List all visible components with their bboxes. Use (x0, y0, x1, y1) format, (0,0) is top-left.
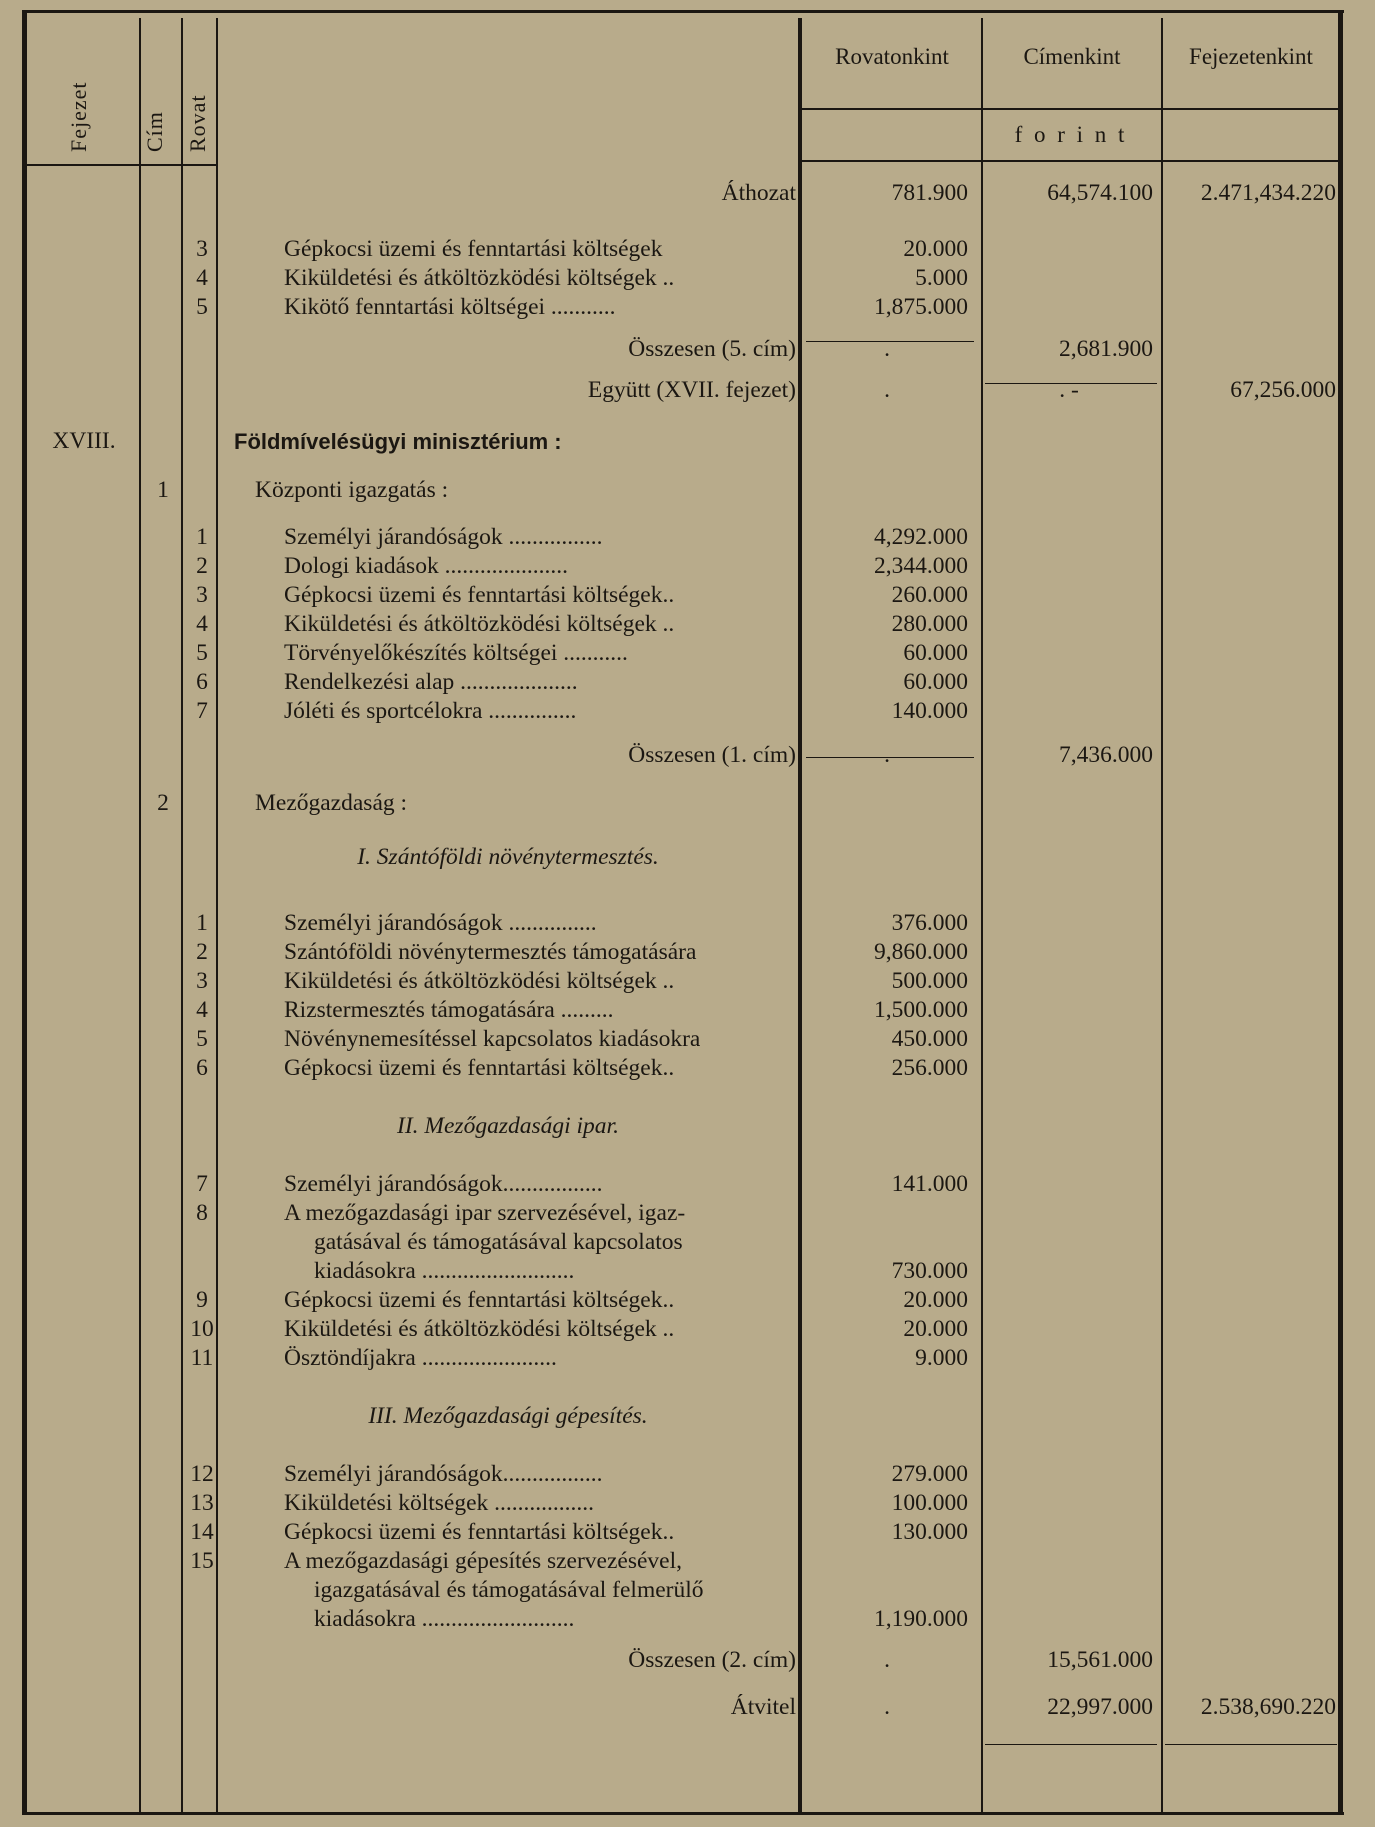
rovat-cell: 4 (196, 611, 208, 637)
description-cell: Növénynemesítéssel kapcsolatos kiadásokra (284, 1026, 701, 1052)
description-cell: Személyi járandóságok................. (284, 1171, 603, 1197)
rovatonkint-value: 280.000 (891, 611, 968, 637)
budget-row (0, 1402, 1375, 1431)
fejezetenkint-value: 67,256.000 (1230, 377, 1336, 403)
budget-row (0, 1112, 1375, 1141)
rovatonkint-value: 9,860.000 (874, 939, 968, 965)
description-cell: II. Mezőgazdasági ipar. (397, 1113, 619, 1139)
budget-row (0, 741, 1375, 770)
description-cell: Kiküldetési és átköltözködési költségek .. (284, 265, 675, 291)
budget-row (0, 335, 1375, 364)
rovatonkint-value: . (884, 336, 890, 362)
rovat-cell: 2 (196, 939, 208, 965)
header-bottom-rule-left (27, 164, 217, 166)
description-cell: Törvényelőkészítés költségei ........... (284, 640, 628, 666)
description-cell: Kiküldetési és átköltözködési költségek .. (284, 1316, 675, 1342)
rovatonkint-value: 450.000 (891, 1026, 968, 1052)
rovat-cell: 9 (196, 1287, 208, 1313)
rovat-cell: 4 (196, 265, 208, 291)
rovatonkint-value: 279.000 (891, 1461, 968, 1487)
description-cell: A mezőgazdasági ipar szervezésével, igaz- (284, 1200, 686, 1226)
rovat-cell: 4 (196, 997, 208, 1023)
rovat-cell: 6 (196, 669, 208, 695)
budget-row (0, 1199, 1375, 1228)
budget-row (0, 1170, 1375, 1199)
description-cell: Kiküldetési és átköltözködési költségek .. (284, 968, 675, 994)
fejezetenkint-value: 2.538,690.220 (1200, 1694, 1336, 1720)
header-fejezetenkint: Fejezetenkint (1189, 44, 1313, 69)
budget-row (0, 427, 1375, 456)
budget-row (0, 1257, 1375, 1286)
cimenkint-value: 2,681.900 (1059, 336, 1153, 362)
fejezetenkint-value: 2.471,434.220 (1200, 180, 1336, 206)
budget-row (0, 264, 1375, 293)
description-cell: Rizstermesztés támogatására ......... (284, 997, 614, 1023)
rovat-cell: 8 (196, 1200, 208, 1226)
budget-row (0, 843, 1375, 872)
header-unit: f o r i n t (1014, 122, 1128, 147)
rovatonkint-value: . (884, 742, 890, 768)
fejezet-cell: XVIII. (52, 428, 116, 454)
description-cell: Földmívelésügyi minisztérium : (234, 429, 562, 454)
rovatonkint-value: 1,500.000 (874, 997, 968, 1023)
rovatonkint-value: 1,190.000 (874, 1606, 968, 1632)
budget-row (0, 1518, 1375, 1547)
description-cell: Személyi járandóságok ............... (284, 910, 597, 936)
header-cimenkint: Címenkint (1023, 44, 1121, 69)
rovat-cell: 1 (196, 524, 208, 550)
description-cell: Áthozat (721, 180, 796, 206)
subtotal-rule (985, 1744, 1157, 1745)
description-cell: Együtt (XVII. fejezet) (587, 377, 796, 403)
rovatonkint-value: 20.000 (903, 1287, 968, 1313)
header-bottom-rule (802, 160, 1338, 162)
rovat-cell: 5 (196, 294, 208, 320)
budget-row (0, 1344, 1375, 1373)
cimenkint-value: 7,436.000 (1059, 742, 1153, 768)
rovat-cell: 12 (190, 1461, 214, 1487)
description-cell: Gépkocsi üzemi és fenntartási költségek (284, 236, 663, 262)
rovatonkint-value: 4,292.000 (874, 524, 968, 550)
header-unit-rule (802, 108, 1338, 110)
rovatonkint-value: 256.000 (891, 1055, 968, 1081)
rovat-cell: 3 (196, 236, 208, 262)
budget-row (0, 293, 1375, 322)
rovatonkint-value: 60.000 (903, 640, 968, 666)
description-cell: I. Szántóföldi növénytermesztés. (357, 844, 659, 870)
description-cell: Átvitel (730, 1694, 796, 1720)
description-cell: Összesen (1. cím) (628, 742, 796, 768)
rovatonkint-value: 5.000 (915, 265, 968, 291)
budget-row (0, 235, 1375, 264)
header-cim: Cím (142, 111, 167, 152)
description-cell: Mezőgazdaság : (255, 790, 408, 816)
description-cell: Összesen (2. cím) (628, 1647, 796, 1673)
budget-row (0, 1315, 1375, 1344)
cimenkint-value: 15,561.000 (1047, 1647, 1153, 1673)
budget-row (0, 697, 1375, 726)
description-cell: Személyi járandóságok................. (284, 1461, 603, 1487)
rovatonkint-value: 500.000 (891, 968, 968, 994)
rovatonkint-value: 376.000 (891, 910, 968, 936)
budget-row (0, 1605, 1375, 1634)
description-cell: Szántóföldi növénytermesztés támogatására (284, 939, 697, 965)
rovat-cell: 7 (196, 1171, 208, 1197)
rovatonkint-value: 9.000 (915, 1345, 968, 1371)
rovatonkint-value: . (884, 377, 890, 403)
budget-row (0, 1025, 1375, 1054)
description-cell: Dologi kiadások ..................... (284, 553, 568, 579)
header-fejezet: Fejezet (66, 81, 91, 152)
description-cell: Kiküldetési költségek ................. (284, 1490, 595, 1516)
description-cell: Rendelkezési alap .................... (284, 669, 578, 695)
cimenkint-value: 64,574.100 (1047, 180, 1153, 206)
rovatonkint-value: 20.000 (903, 236, 968, 262)
budget-row (0, 1228, 1375, 1257)
budget-row (0, 1547, 1375, 1576)
bottom-border (22, 1812, 1344, 1815)
cimenkint-value: . - (1059, 377, 1079, 403)
description-cell: Kiküldetési és átköltözködési költségek .. (284, 611, 675, 637)
description-cell: kiadásokra .......................... (314, 1258, 575, 1284)
rovatonkint-value: 20.000 (903, 1316, 968, 1342)
budget-row (0, 639, 1375, 668)
description-cell: kiadásokra .......................... (314, 1606, 575, 1632)
budget-row (0, 789, 1375, 818)
cim-cell: 2 (157, 790, 169, 816)
rovat-cell: 10 (190, 1316, 214, 1342)
budget-row (0, 1646, 1375, 1675)
budget-row (0, 581, 1375, 610)
budget-row (0, 967, 1375, 996)
rovatonkint-value: 130.000 (891, 1519, 968, 1545)
budget-row (0, 996, 1375, 1025)
description-cell: Személyi járandóságok ................ (284, 524, 603, 550)
rovat-cell: 3 (196, 968, 208, 994)
rovat-cell: 13 (190, 1490, 214, 1516)
budget-row (0, 1576, 1375, 1605)
rovat-cell: 1 (196, 910, 208, 936)
rovatonkint-value: 60.000 (903, 669, 968, 695)
rovatonkint-value: 141.000 (891, 1171, 968, 1197)
description-cell: Kikötő fenntartási költségei ........... (284, 294, 616, 320)
rovatonkint-value: 140.000 (891, 698, 968, 724)
description-cell: Ösztöndíjakra ....................... (284, 1345, 557, 1371)
budget-row (0, 476, 1375, 505)
rovatonkint-value: 1,875.000 (874, 294, 968, 320)
budget-row (0, 1693, 1375, 1722)
budget-row (0, 1286, 1375, 1315)
rovat-cell: 3 (196, 582, 208, 608)
description-cell: A mezőgazdasági gépesítés szervezésével, (284, 1548, 683, 1574)
cimenkint-value: 22,997.000 (1047, 1694, 1153, 1720)
description-cell: Gépkocsi üzemi és fenntartási költségek.. (284, 1519, 675, 1545)
rovatonkint-value: 781.900 (891, 180, 968, 206)
header-rovat: Rovat (185, 94, 210, 152)
rovat-cell: 5 (196, 1026, 208, 1052)
budget-row (0, 668, 1375, 697)
rovat-cell: 15 (190, 1548, 214, 1574)
budget-row (0, 938, 1375, 967)
budget-row (0, 1489, 1375, 1518)
rovat-cell: 11 (190, 1345, 214, 1371)
budget-row (0, 552, 1375, 581)
rovat-cell: 2 (196, 553, 208, 579)
budget-row (0, 1054, 1375, 1083)
rovatonkint-value: . (884, 1694, 890, 1720)
description-cell: III. Mezőgazdasági gépesítés. (368, 1403, 648, 1429)
rovatonkint-value: . (884, 1647, 890, 1673)
rovatonkint-value: 2,344.000 (874, 553, 968, 579)
top-border (22, 10, 1344, 13)
rovat-cell: 6 (196, 1055, 208, 1081)
budget-row (0, 610, 1375, 639)
budget-row (0, 909, 1375, 938)
rovat-cell: 7 (196, 698, 208, 724)
description-cell: igazgatásával és támogatásával felmerülő (314, 1577, 704, 1603)
subtotal-rule (1165, 1744, 1337, 1745)
description-cell: Gépkocsi üzemi és fenntartási költségek.. (284, 582, 675, 608)
description-cell: Összesen (5. cím) (628, 336, 796, 362)
description-cell: Gépkocsi üzemi és fenntartási költségek.. (284, 1287, 675, 1313)
rovatonkint-value: 100.000 (891, 1490, 968, 1516)
description-cell: Jóléti és sportcélokra ............... (284, 698, 577, 724)
rovatonkint-value: 260.000 (891, 582, 968, 608)
budget-row (0, 376, 1375, 405)
rovatonkint-value: 730.000 (891, 1258, 968, 1284)
budget-row (0, 179, 1375, 208)
budget-row (0, 1460, 1375, 1489)
description-cell: Központi igazgatás : (255, 477, 449, 503)
budget-row (0, 523, 1375, 552)
cim-cell: 1 (157, 477, 169, 503)
description-cell: Gépkocsi üzemi és fenntartási költségek.. (284, 1055, 675, 1081)
rovat-cell: 5 (196, 640, 208, 666)
description-cell: gatásával és támogatásával kapcsolatos (314, 1229, 683, 1255)
rovat-cell: 14 (190, 1519, 214, 1545)
header-rovatonkint: Rovatonkint (835, 44, 949, 69)
